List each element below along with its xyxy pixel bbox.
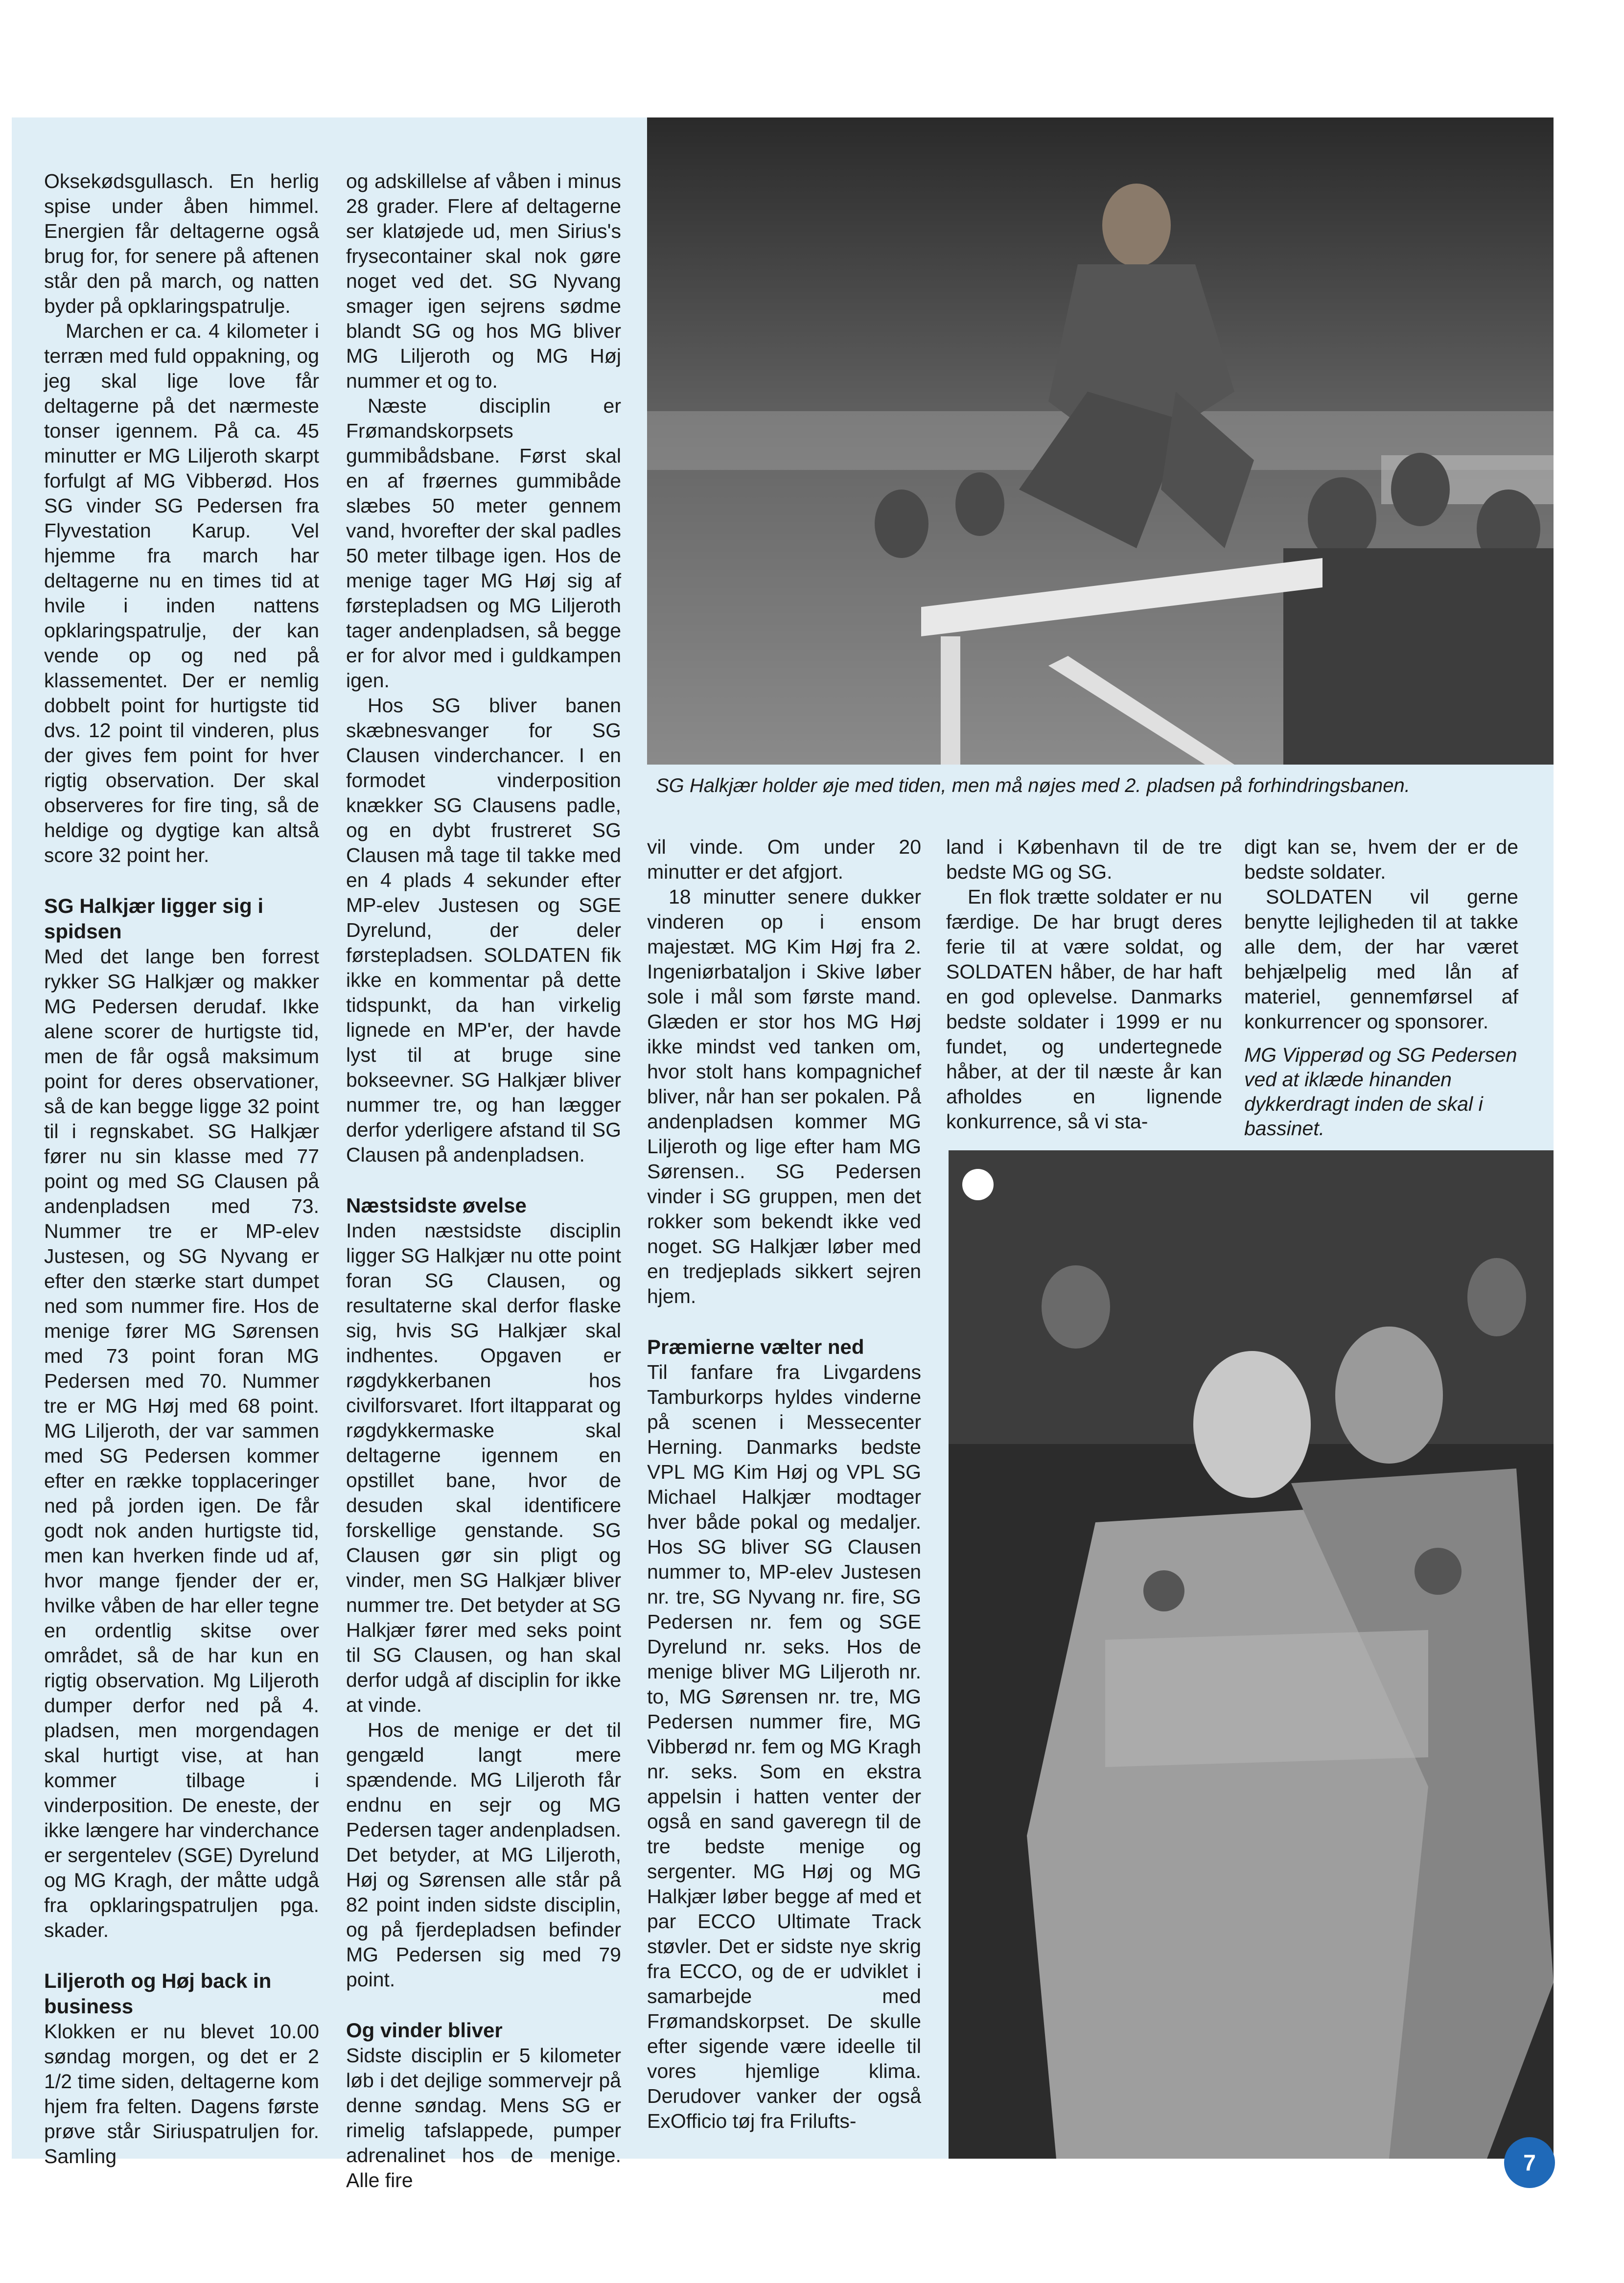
body-paragraph: Næste disciplin er Frømandskorpsets gummibådsbane. Først skal en af frøernes gummibåde slæbes 50 meter gennem vand, hvorefter der skal padles 50 meter tilbage igen. Hos de menige tager MG Høj sig af førstepladsen og MG Liljeroth tager andenpladsen, så begge er for alvor med i guldkampen igen. (346, 395, 621, 692)
body-paragraph: 18 minutter senere dukker vinderen op i ensom majestæt. MG Kim Høj fra 2. Ingeniørbataljon i Skive løber sole i mål som første mand. Glæden er stor hos MG Høj ikke mindst ved tanken om, hvor stolt hans kompagnichef bliver, når han ser pokalen. På andenpladsen kommer MG Liljeroth og lige efter ham MG Sørensen.. SG Pedersen vinder i SG gruppen, men det rokker som bekendt ikke ved noget. SG Halkjær løber med en tredjeplads sikkert sejren hjem. (647, 885, 921, 1307)
photo-soldier-obstacle (647, 117, 1554, 765)
photo-diving-suits (949, 1150, 1554, 2159)
body-paragraph: vil vinde. Om under 20 minutter er det afgjort. (647, 836, 921, 883)
body-paragraph: Hos de menige er det til gengæld langt mere spændende. MG Liljeroth får endnu en sejr og MG Pedersen tager andenpladsen. Det betyder, at MG Liljeroth, Høj og Sørensen alle står på 82 point inden sidste disciplin, og på fjerdepladsen befinder MG Pedersen sig med 79 point. (346, 1719, 621, 1991)
section-heading: SG Halkjær ligger sig i spidsen (44, 894, 264, 943)
body-paragraph: Marchen er ca. 4 kilometer i terræn med fuld oppakning, og jeg skal lige love får deltagerne på det nærmeste tonser igennem. På ca. 45 minutter er MG Liljeroth skarpt forfulgt af MG Vibberød. Hos SG vinder SG Pedersen fra Flyvestation Karup. Vel hjemme fra march har deltagerne nu en times tid at hvile i inden nattens opklaringspatrulje, der kan vende op og ned på klassementet. Der er nemlig dobbelt point for hurtigste tid dvs. 12 point til vinderen, plus der gives fem point for hver rigtig observation. Der skal observeres for fire ting, så de heldige og dygtige kan altså score 32 point her. (44, 320, 319, 866)
body-paragraph: Inden næstsidste disciplin ligger SG Halkjær nu otte point foran SG Clausen, og resultaterne skal derfor flaske sig, hvis SG Halkjær skal indhentes. Opgaven er røgdykkerbanen hos civilforsvaret. Ifort iltapparat og røgdykkermaske skal deltagerne igennem en opstillet bane, hvor de desuden skal identificere forskellige genstande. SG Clausen gør sin pligt og vinder, men SG Halkjær bliver nummer tre. Det betyder at SG Halkjær fører med seks point til SG Clausen, og han skal derfor udgå af disciplin for ikke at vinde. (346, 1219, 621, 1716)
section-heading: Liljeroth og Høj back in business (44, 1969, 272, 2018)
text-column-1 (44, 169, 319, 2169)
top-photo-caption: SG Halkjær holder øje med tiden, men må nøjes med 2. pladsen på forhindringsbanen. (656, 775, 1410, 796)
right-photo-caption: MG Vipperød og SG Pedersen ved at iklæde hinanden dykkerdragt inden de skal i bassinet. (1244, 1044, 1517, 1140)
body-paragraph: land i København til de tre bedste MG og SG. (946, 836, 1222, 883)
body-paragraph: Med det lange ben forrest rykker SG Halkjær og makker MG Pedersen derudaf. Ikke alene scorer de hurtigste tid, men de får også maksimum point for deres observationer, så de kan begge ligge 32 point til i regnskabet. SG Halkjær fører nu sin klasse med 77 point og med SG Clausen på andenpladsen med 73. Nummer tre er MP-elev Justesen, og SG Nyvang er efter den stærke start dumpet ned som nummer fire. Hos de menige fører MG Sørensen med 73 point foran MG Pedersen med 70. Nummer tre er MG Høj med 68 point. MG Liljeroth, der var sammen med SG Pedersen kommer efter en række topplaceringer ned på jorden igen. De får godt nok anden hurtigste tid, men kan hverken finde ud af, hvor mange fjender der er, hvilke våben de har eller tegne en ordentlig skitse over området, så de har kun en rigtig observation. Mg Liljeroth dumper derfor ned på 4. pladsen, men morgendagen skal hurtigt vise, at han kommer tilbage i vinderposition. De eneste, der ikke længere har vinderchance er sergentelev (SGE) Dyrelund og MG Kragh, der måtte udgå fra opklaringspatruljen pga. skader. (44, 945, 319, 1941)
body-paragraph: Hos SG bliver banen skæbnesvanger for SG Clausen vinderchancer. I en formodet vinderposition knækker SG Clausens padle, og en dybt frustreret SG Clausen må tage til takke med en 4 plads 4 sekunder efter MP-elev Justesen og SGE Dyrelund, der deler førstepladsen. SOLDATEN fik ikke en kommentar på dette tidspunkt, da han virkelig lignede en MP'er, der havde lyst til at bruge sine bokseevner. SG Halkjær bliver nummer tre, og han lægger derfor yderligere afstand til SG Clausen på andenpladsen. (346, 694, 621, 1166)
text-column-3 (647, 835, 921, 2134)
text-column-5 (1244, 835, 1518, 1034)
body-paragraph: Klokken er nu blevet 10.00 søndag morgen, og det er 2 1/2 time siden, deltagerne kom hjem fra felten. Dagens første prøve står Siriuspatruljen for. Samling (44, 2020, 319, 2167)
body-paragraph: digt kan se, hvem der er de bedste soldater. (1244, 836, 1518, 883)
body-paragraph: En flok trætte soldater er nu færdige. De har brugt deres ferie til at være soldat, og SOLDATEN håber, de har haft en god oplevelse. Danmarks bedste soldater i 1999 er nu fundet, og undertegnede håber, at der til næste år kan afholdes en lignende konkurrence, så vi sta- (946, 885, 1222, 1133)
section-heading: Præmierne vælter ned (647, 1335, 864, 1358)
diving-photo-image (949, 1150, 1554, 2159)
obstacle-photo-image (647, 117, 1554, 765)
page-number-badge: 7 (1504, 2137, 1555, 2188)
section-heading: Næstsidste øvelse (346, 1194, 527, 1217)
text-column-4 (946, 835, 1222, 1134)
body-paragraph: og adskillelse af våben i minus 28 grader. Flere af deltagerne ser klatøjede ud, men Sirius's frysecontainer skal nok gøre noget ved det. SG Nyvang smager igen sejrens sødme blandt SG og hos MG bliver MG Liljeroth og MG Høj nummer et og to. (346, 170, 621, 392)
body-paragraph: Sidste disciplin er 5 kilometer løb i det dejlige sommervejr på denne søndag. Mens SG er rimelig tafslappede, pumper adrenalinet hos de menige. Alle fire (346, 2044, 621, 2191)
body-paragraph: SOLDATEN vil gerne benytte lejligheden til at takke alle dem, der har været behjælpelig med lån af materiel, gennemførsel af konkurrencer og sponsorer. (1244, 885, 1518, 1033)
body-paragraph: Til fanfare fra Livgardens Tamburkorps hyldes vinderne på scenen i Messecenter Herning. Danmarks bedste VPL MG Kim Høj og VPL SG Michael Halkjær modtager hver både pokal og medaljer. Hos SG bliver SG Clausen nummer to, MP-elev Justesen nr. tre, SG Nyvang nr. fire, SG Pedersen nr. fem og SGE Dyrelund nr. seks. Hos de menige bliver MG Liljeroth nr. to, MG Sørensen nr. tre, MG Pedersen nummer fire, MG Vibberød nr. fem og MG Kragh nr. seks. Som en ekstra appelsin i hatten venter der også en sand gaveregn til de tre bedste menige og sergenter. MG Høj og MG Halkjær løber begge af med et par ECCO Ultimate Track støvler. Det er sidste nye skrig fra ECCO, og de er udviklet i samarbejde med Frømandskorpset. De skulle efter sigende være ideelle til vores hjemlige klima. Derudover vanker der også ExOfficio tøj fra Frilufts- (647, 1361, 921, 2132)
text-column-2 (346, 169, 621, 2193)
section-heading: Og vinder bliver (346, 2019, 503, 2042)
body-paragraph: Oksekødsgullasch. En herlig spise under åben himmel. Energien får deltagerne også brug for, for senere på aftenen står den på march, og natten byder på opklaringspatrulje. (44, 170, 319, 317)
